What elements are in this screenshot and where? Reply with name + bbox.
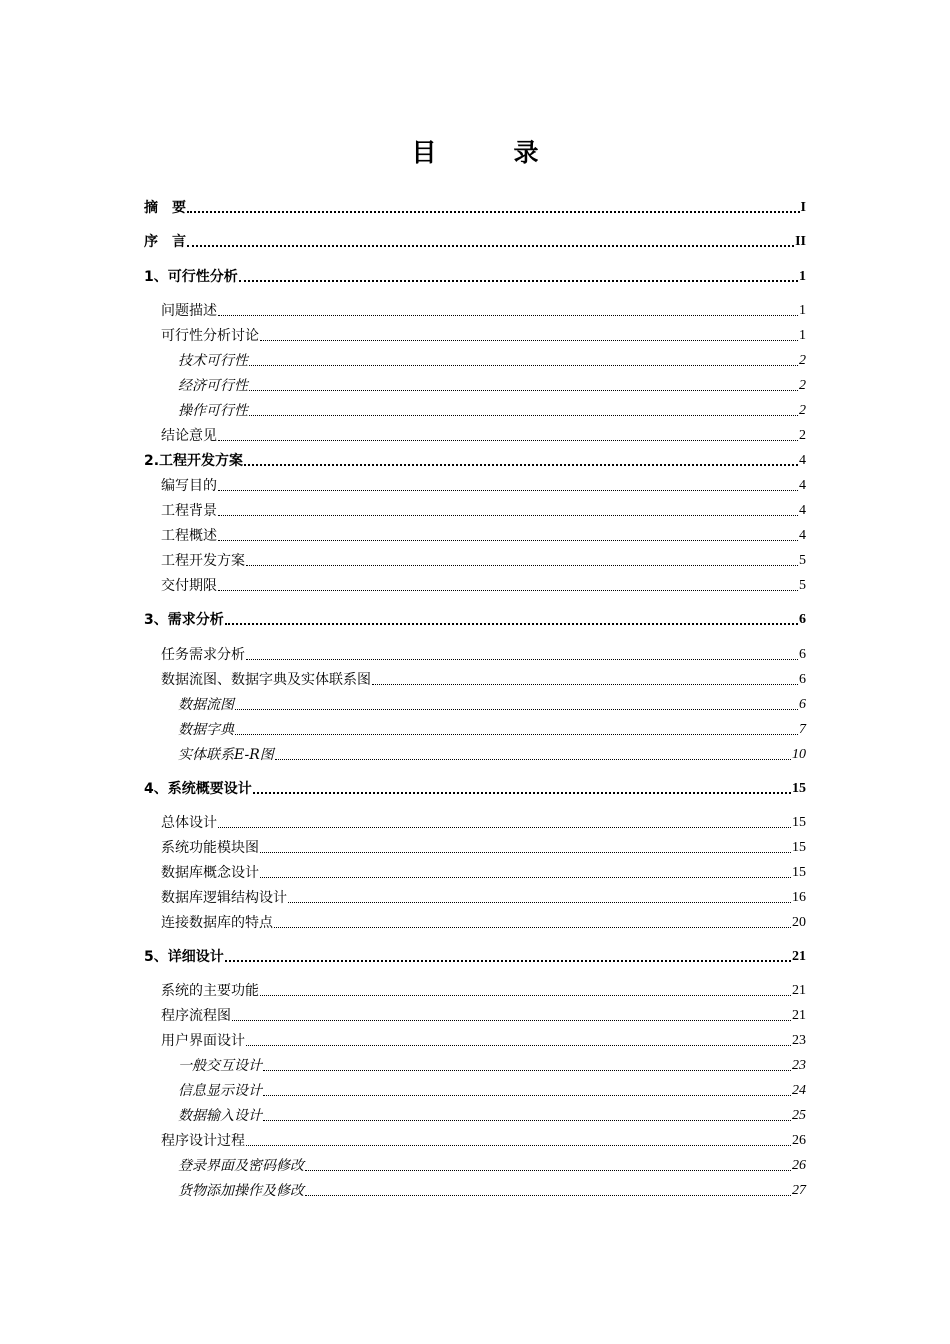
toc-entry-leader — [260, 340, 798, 341]
toc-entry-page-number: 21 — [792, 1008, 806, 1023]
toc-entry-page-number: 5 — [799, 578, 806, 593]
toc-entry-leader — [187, 211, 800, 213]
toc-entry-leader — [246, 659, 798, 660]
toc-entry-leader — [305, 1195, 791, 1196]
toc-entry-page-number: 25 — [792, 1108, 806, 1123]
toc-entry-label: 系统的主要功能 — [161, 983, 259, 999]
toc-entry-leader — [218, 540, 798, 541]
toc-entry-leader — [249, 415, 798, 416]
toc-entry[interactable] — [144, 352, 806, 370]
toc-entry-leader — [218, 315, 798, 316]
toc-entry[interactable] — [144, 864, 806, 882]
toc-entry-page-number: 2 — [799, 378, 806, 393]
toc-entry[interactable] — [144, 889, 806, 907]
toc-entry[interactable] — [144, 577, 806, 595]
toc-entry-page-number: 21 — [792, 983, 806, 998]
toc-entry-label: 2.工程开发方案 — [144, 453, 244, 469]
toc-entry-label: 交付期限 — [161, 578, 217, 594]
toc-entry[interactable] — [144, 696, 806, 714]
toc-entry[interactable] — [144, 552, 806, 570]
toc-entry-label: 登录界面及密码修改 — [178, 1158, 304, 1174]
toc-entry-label: 数据库逻辑结构设计 — [161, 890, 287, 906]
toc-entry-leader — [239, 280, 798, 282]
toc-entry-label: 工程概述 — [161, 528, 217, 544]
toc-entry-label: 程序流程图 — [161, 1008, 231, 1024]
toc-entry-leader — [260, 995, 791, 996]
toc-entry-label: 1、可行性分析 — [144, 269, 238, 285]
toc-entry-label: 4、系统概要设计 — [144, 781, 252, 797]
toc-entry-leader — [260, 852, 791, 853]
toc-entry[interactable] — [144, 502, 806, 520]
toc-entry-leader — [275, 759, 791, 760]
toc-entry[interactable] — [144, 780, 806, 798]
toc-entry[interactable] — [144, 814, 806, 832]
toc-entry[interactable] — [144, 646, 806, 664]
toc-entry-page-number: 15 — [792, 840, 806, 855]
toc-entry-label: 技术可行性 — [178, 353, 248, 369]
toc-entry[interactable] — [144, 477, 806, 495]
toc-entry-label: 数据输入设计 — [178, 1108, 262, 1124]
toc-entry-label: 数据流图、数据字典及实体联系图 — [161, 672, 371, 688]
toc-entry-page-number: 4 — [799, 478, 806, 493]
toc-entry-page-number: 20 — [792, 915, 806, 930]
toc-entry[interactable] — [144, 1107, 806, 1125]
toc-entry-label: 可行性分析讨论 — [161, 328, 259, 344]
toc-entry-page-number: 4 — [799, 453, 806, 468]
toc-entry-leader — [288, 902, 791, 903]
toc-entry-leader — [225, 960, 791, 962]
toc-entry-leader — [218, 440, 798, 441]
toc-entry-leader — [218, 515, 798, 516]
toc-entry-leader — [246, 1045, 791, 1046]
toc-entry-page-number: II — [795, 234, 806, 249]
toc-entry-label: 摘 要 — [144, 200, 186, 216]
toc-entry[interactable] — [144, 302, 806, 320]
toc-entry-leader — [305, 1170, 791, 1171]
toc-entry-leader — [218, 490, 798, 491]
toc-entry-page-number: 1 — [799, 328, 806, 343]
toc-entry-page-number: 6 — [799, 697, 806, 712]
toc-entry-leader — [235, 734, 798, 735]
toc-entry-leader — [246, 1145, 791, 1146]
toc-entry-label: 货物添加操作及修改 — [178, 1183, 304, 1199]
toc-entry-label: 问题描述 — [161, 303, 217, 319]
toc-entry-leader — [263, 1070, 791, 1071]
toc-entry-page-number: 4 — [799, 503, 806, 518]
toc-entry[interactable] — [144, 1157, 806, 1175]
toc-entry-leader — [372, 684, 798, 685]
toc-entry-leader — [246, 565, 798, 566]
toc-entry-page-number: 24 — [792, 1083, 806, 1098]
toc-entry-leader — [187, 245, 794, 247]
toc-title: 目 录 — [411, 138, 565, 167]
toc-entry-label: 信息显示设计 — [178, 1083, 262, 1099]
toc-entry-page-number: 2 — [799, 403, 806, 418]
toc-entry-page-number: 6 — [799, 672, 806, 687]
toc-entry[interactable] — [144, 402, 806, 420]
toc-entry-leader — [244, 464, 798, 466]
toc-entry-label: 工程背景 — [161, 503, 217, 519]
toc-entry[interactable] — [144, 233, 806, 251]
toc-entry-label: 编写目的 — [161, 478, 217, 494]
toc-entry-leader — [249, 390, 798, 391]
toc-entry-label: 数据库概念设计 — [161, 865, 259, 881]
toc-entry[interactable] — [144, 982, 806, 1000]
toc-entry-page-number: 15 — [792, 865, 806, 880]
toc-entry-label: 用户界面设计 — [161, 1033, 245, 1049]
toc-entry-page-number: 26 — [792, 1133, 806, 1148]
toc-entry[interactable] — [144, 327, 806, 345]
toc-entry-leader — [263, 1120, 791, 1121]
toc-entry-leader — [235, 709, 798, 710]
toc-entry-page-number: 6 — [799, 612, 806, 627]
toc-entry[interactable] — [144, 839, 806, 857]
toc-entry[interactable] — [144, 671, 806, 689]
toc-entry-leader — [225, 623, 798, 625]
toc-entry-label: 一般交互设计 — [178, 1058, 262, 1074]
toc-entry-label: 总体设计 — [161, 815, 217, 831]
toc-entry-leader — [253, 792, 791, 794]
toc-entry-leader — [260, 877, 791, 878]
toc-entry-label: 3、需求分析 — [144, 612, 224, 628]
toc-entry-label: 连接数据库的特点 — [161, 915, 273, 931]
toc-entry[interactable] — [144, 527, 806, 545]
toc-entry[interactable] — [144, 611, 806, 629]
toc-entry-page-number: 1 — [799, 269, 806, 284]
toc-entry-label: 经济可行性 — [178, 378, 248, 394]
toc-entry-label: 5、详细设计 — [144, 949, 224, 965]
toc-entry-page-number: I — [800, 200, 806, 215]
toc-entry-leader — [263, 1095, 791, 1096]
toc-entry-leader — [218, 827, 791, 828]
toc-entry-page-number: 4 — [799, 528, 806, 543]
toc-entry-label: 数据流图 — [178, 697, 234, 713]
toc-entry[interactable] — [144, 377, 806, 395]
toc-entry[interactable] — [144, 1032, 806, 1050]
toc-entry-page-number: 27 — [792, 1183, 806, 1198]
toc-entry-page-number: 10 — [792, 747, 806, 762]
toc-entry-page-number: 21 — [792, 949, 806, 964]
toc-entry-label: 系统功能模块图 — [161, 840, 259, 856]
toc-entry-page-number: 6 — [799, 647, 806, 662]
toc-entry-page-number: 26 — [792, 1158, 806, 1173]
toc-entry-label: 结论意见 — [161, 428, 217, 444]
toc-entry[interactable] — [144, 452, 806, 470]
toc-entry-label: 实体联系E-R图 — [178, 747, 274, 763]
toc-entry-label: 程序设计过程 — [161, 1133, 245, 1149]
toc-entry-label: 操作可行性 — [178, 403, 248, 419]
toc-entry-leader — [218, 590, 798, 591]
toc-entry-page-number: 5 — [799, 553, 806, 568]
toc-entry[interactable] — [144, 1082, 806, 1100]
toc-entry-label: 序 言 — [144, 234, 186, 250]
toc-entry-label: 工程开发方案 — [161, 553, 245, 569]
toc-entry-page-number: 23 — [792, 1058, 806, 1073]
toc-entry-page-number: 7 — [799, 722, 806, 737]
toc-entry-page-number: 23 — [792, 1033, 806, 1048]
toc-entry-leader — [232, 1020, 791, 1021]
toc-entry-leader — [274, 927, 791, 928]
toc-entry[interactable] — [144, 268, 806, 286]
toc-entry-page-number: 1 — [799, 303, 806, 318]
toc-entry[interactable] — [144, 1007, 806, 1025]
toc-entry-page-number: 15 — [792, 815, 806, 830]
toc-entry[interactable] — [144, 1182, 806, 1200]
toc-entry[interactable] — [144, 1057, 806, 1075]
toc-entry[interactable] — [144, 427, 806, 445]
toc-entry[interactable] — [144, 199, 806, 217]
toc-entry-page-number: 15 — [792, 781, 806, 796]
toc-entry-page-number: 16 — [792, 890, 806, 905]
toc-entry[interactable] — [144, 746, 806, 764]
toc-entry-leader — [249, 365, 798, 366]
toc-entry-label: 数据字典 — [178, 722, 234, 738]
toc-entry[interactable] — [144, 1132, 806, 1150]
toc-entry-page-number: 2 — [799, 353, 806, 368]
toc-entry-page-number: 2 — [799, 428, 806, 443]
toc-entry[interactable] — [144, 914, 806, 932]
toc-entry[interactable] — [144, 948, 806, 966]
toc-entry[interactable] — [144, 721, 806, 739]
toc-entry-label: 任务需求分析 — [161, 647, 245, 663]
